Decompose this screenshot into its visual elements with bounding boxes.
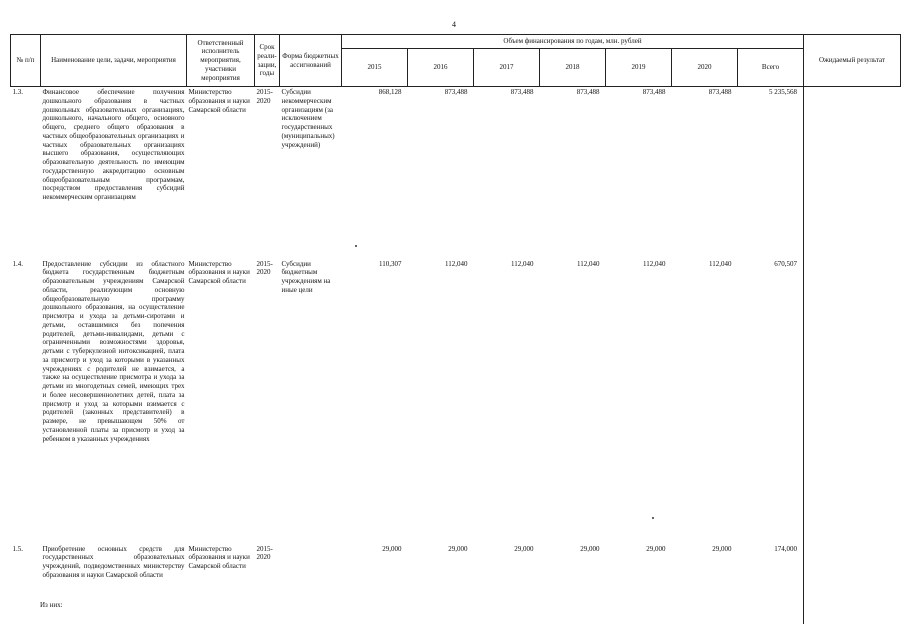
row-executor: Министерство образования и науки Самарской области [188,544,250,570]
header-year: 2020 [672,49,738,87]
row-value: 29,000 [382,544,402,553]
row-value: 29,000 [646,544,666,553]
row-total: 670,507 [738,259,804,544]
row-value: 112,040 [643,259,666,268]
header-total: Всего [738,49,804,87]
row-value: 29,000 [448,544,468,553]
row-value: 873,488 [510,88,534,96]
header-form: Форма бюджетных ассигнований [280,35,342,87]
row-value: 112,040 [709,259,732,268]
row-term: 2015-2020 [256,544,273,562]
scan-speck [355,245,357,247]
row-value: 873,488 [576,88,600,96]
row-executor: Министерство образования и науки Самарской области [188,88,250,114]
subtitle: Из них: [40,601,63,609]
row-result [804,544,901,624]
row-result [804,87,901,259]
row-value: 110,307 [379,259,402,268]
row-term: 2015-2020 [256,259,273,277]
row-total: 174,000 [738,544,804,624]
header-executor: Ответственный исполнитель мероприятия, участники мероприятия [187,35,255,87]
row-value: 873,488 [642,88,666,96]
row-value: 868,128 [378,88,402,96]
table-row [11,259,901,544]
row-num: 1.5. [12,544,23,553]
scan-speck [652,517,654,519]
row-executor: Министерство образования и науки Самарской области [188,259,250,285]
row-form: Субсидии бюджетным учреждениям на иные цели [281,259,331,294]
row-value: 873,488 [708,88,732,96]
row-term: 2015-2020 [256,88,273,105]
header-funding: Объем финансирования по годам, млн. рублей [342,35,804,49]
row-value: 112,040 [511,259,534,268]
table-row [11,87,901,259]
row-result [804,259,901,544]
row-value: 873,488 [444,88,468,96]
row-value: 29,000 [514,544,534,553]
header-year: 2015 [342,49,408,87]
row-name: Приобретение основных средств для государственных образовательных учреждений, подведомственных министерству образования и науки Самарской области [42,544,185,579]
row-form: Субсидии некоммерческим организациям (за исключением государственных (муниципальных) учреждений) [281,88,335,149]
header-result: Ожидаемый результат [804,35,901,87]
row-form [280,544,342,624]
row-value: 112,040 [445,259,468,268]
header-year: 2017 [474,49,540,87]
header-year: 2019 [606,49,672,87]
row-name: Предоставление субсидии из областного бюджета государственным бюджетным образовательным учреждениям Самарской области, реализующим основную общеобразовательную программу дошкольного образования, на осуществление присмотра и ухода за детьми-сиротами и детьми, оставшимися без попечения родителей, детьми-инвалидами, детьми с ограниченными возможностями здоровья, детьми с туберкулезной интоксикацией, плата за присмотр и уход за которыми в указанных учреждениях с родителей не взимается, а также на осуществление присмотра и ухода за детьми из многодетных семей, имеющих трех и более несовершеннолетних детей, плата за присмотр и уход за которыми взимается с родителей (законных представителей) в размере, не превышающем 50% от установленной платы за присмотр и уход за ребенком в указанных учреждениях [42,259,185,443]
row-num: 1.4. [12,259,23,268]
page-number: 4 [452,20,456,29]
row-total: 5 235,568 [738,87,804,259]
row-value: 29,000 [712,544,732,553]
program-table [10,34,901,624]
header-num: № п/п [11,35,41,87]
header-name: Наименование цели, задачи, мероприятия [41,35,187,87]
row-value: 112,040 [577,259,600,268]
header-year: 2018 [540,49,606,87]
row-value: 29,000 [580,544,600,553]
row-name: Финансовое обеспечение получения дошкольного образования в частных дошкольных образовательных организациях, дошкольного, начального общего, основного общего, среднего общего образования в частных общеобразовательных организациях и частных образовательных организациях высшего образования, осуществляющих образовательную деятельность по имеющим государственную аккредитацию основным общеобразовательным программам, посредством предоставления субсидий некоммерческим организациям [42,88,185,201]
header-year: 2016 [408,49,474,87]
table-header [11,35,901,87]
row-num: 1.3. [12,88,23,96]
table-row [11,544,901,624]
header-term: Срок реали-зации, годы [255,35,280,87]
